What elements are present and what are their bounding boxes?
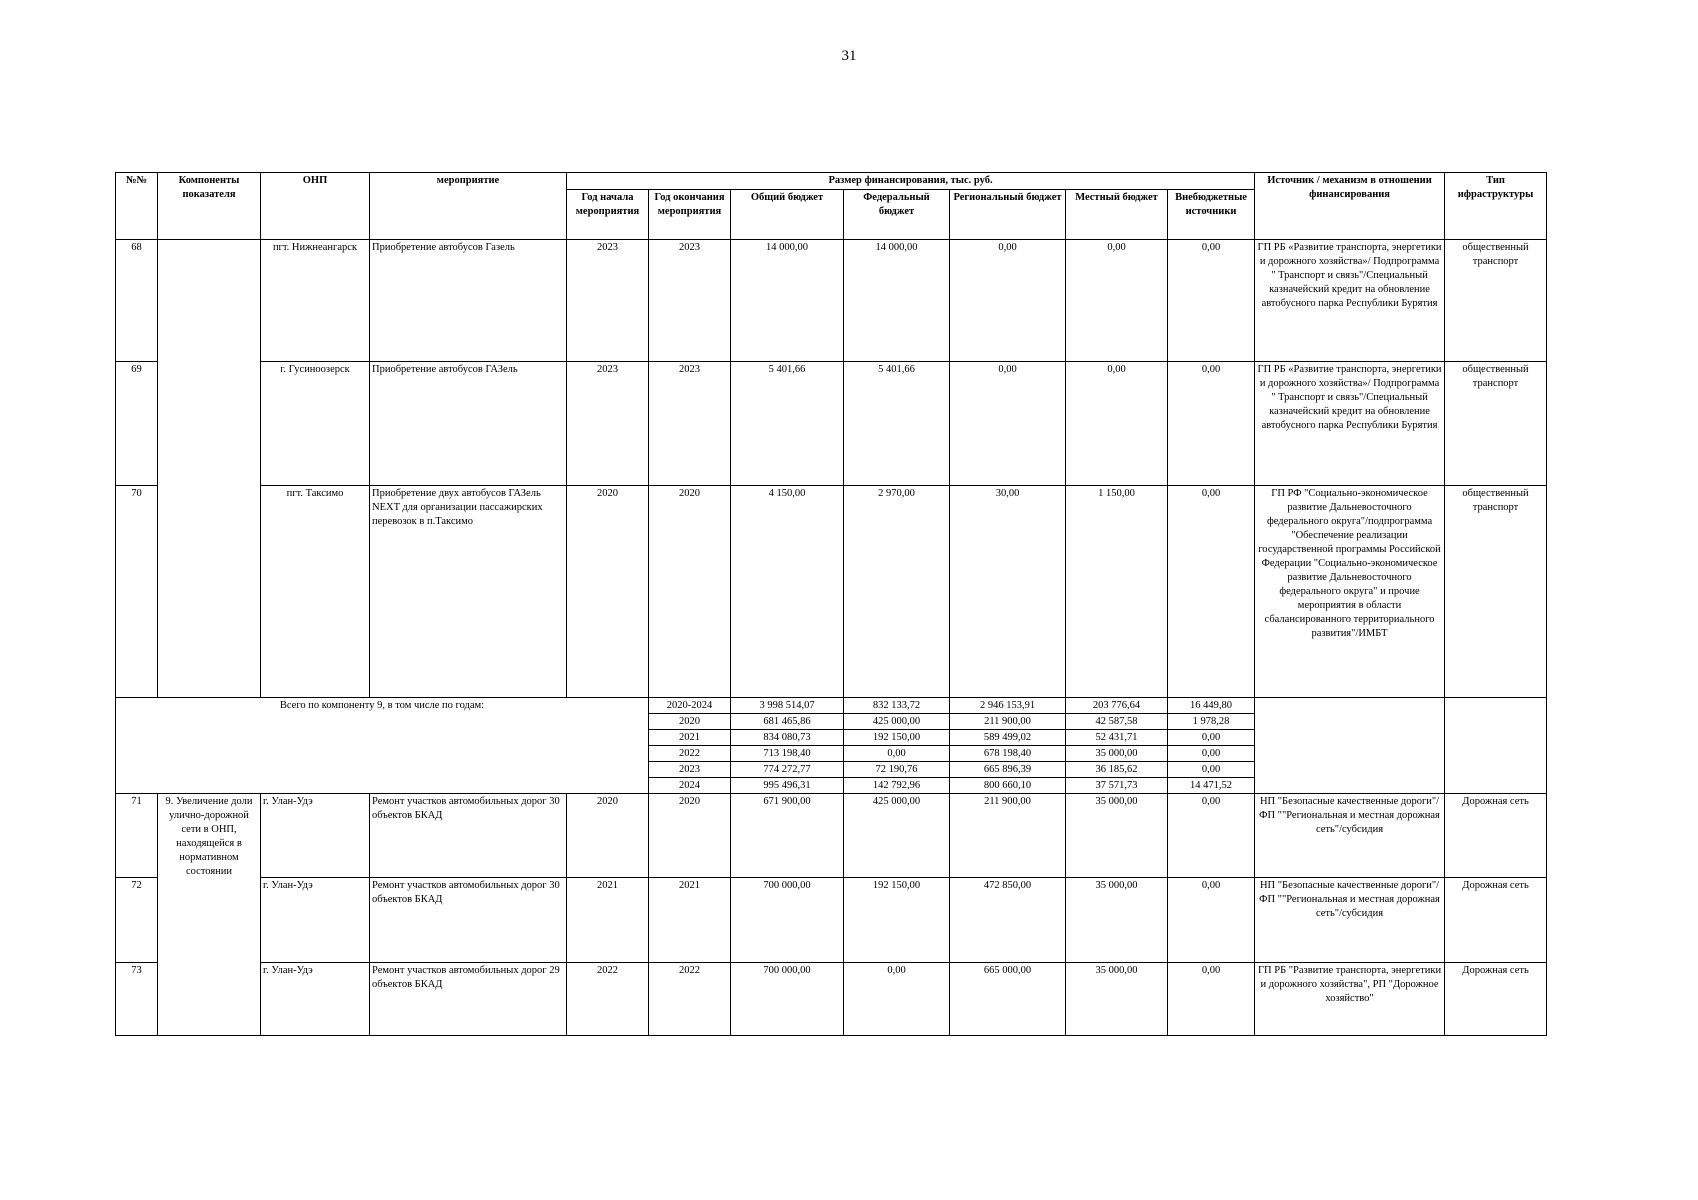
row-year-end: 2020	[649, 794, 731, 878]
summary-regional: 800 660,10	[950, 778, 1066, 794]
table-header	[116, 173, 1547, 240]
row-local: 35 000,00	[1066, 963, 1168, 1036]
row-onp: г. Улан-Удэ	[261, 794, 370, 878]
summary-federal: 192 150,00	[844, 730, 950, 746]
row-local: 1 150,00	[1066, 486, 1168, 698]
summary-source-empty	[1255, 698, 1445, 794]
summary-total: 774 272,77	[731, 762, 844, 778]
header-regional: Региональный бюджет	[950, 190, 1066, 240]
row-year-end: 2023	[649, 240, 731, 362]
row-extra: 0,00	[1168, 486, 1255, 698]
row-year-end: 2021	[649, 878, 731, 963]
row-year-start: 2023	[567, 240, 649, 362]
row-year-start: 2020	[567, 794, 649, 878]
summary-regional: 665 896,39	[950, 762, 1066, 778]
table-row	[116, 963, 1547, 1036]
row-year-start: 2021	[567, 878, 649, 963]
summary-extra: 0,00	[1168, 762, 1255, 778]
row-event: Приобретение двух автобусов ГАЗель NEXT для организации пассажирских перевозок в п.Таксимо	[370, 486, 567, 698]
row-local: 0,00	[1066, 362, 1168, 486]
row-num: 69	[116, 362, 158, 486]
row-regional: 0,00	[950, 240, 1066, 362]
row-infra-type: общественный транспорт	[1445, 486, 1547, 698]
row-year-end: 2020	[649, 486, 731, 698]
header-year-end: Год окончания мероприятия	[649, 190, 731, 240]
row-onp: г. Улан-Удэ	[261, 878, 370, 963]
summary-regional: 678 198,40	[950, 746, 1066, 762]
row-regional: 665 000,00	[950, 963, 1066, 1036]
summary-year: 2023	[649, 762, 731, 778]
row-local: 35 000,00	[1066, 878, 1168, 963]
row-source: ГП РБ «Развитие транспорта, энергетики и дорожного хозяйства»/ Подпрограмма " Транспорт и связь"/Специальный казначейский кредит на обновление автобусного парка Республики Бурятия	[1255, 240, 1445, 362]
financing-table	[115, 172, 1547, 1036]
row-total: 700 000,00	[731, 878, 844, 963]
summary-federal: 142 792,96	[844, 778, 950, 794]
row-federal: 2 970,00	[844, 486, 950, 698]
row-extra: 0,00	[1168, 963, 1255, 1036]
summary-regional: 589 499,02	[950, 730, 1066, 746]
row-federal: 0,00	[844, 963, 950, 1036]
summary-total: 3 998 514,07	[731, 698, 844, 714]
row-regional: 472 850,00	[950, 878, 1066, 963]
row-num: 72	[116, 878, 158, 963]
row-local: 0,00	[1066, 240, 1168, 362]
header-event: мероприятие	[370, 173, 567, 240]
row-source: НП "Безопасные качественные дороги"/ФП ""Региональная и местная дорожная сеть"/субсидия	[1255, 878, 1445, 963]
row-total: 671 900,00	[731, 794, 844, 878]
summary-regional: 211 900,00	[950, 714, 1066, 730]
summary-total: 681 465,86	[731, 714, 844, 730]
summary-extra: 16 449,80	[1168, 698, 1255, 714]
header-num: №№	[116, 173, 158, 240]
table-row	[116, 486, 1547, 698]
summary-local: 35 000,00	[1066, 746, 1168, 762]
row-infra-type: общественный транспорт	[1445, 362, 1547, 486]
summary-row	[116, 698, 1547, 714]
row-regional: 30,00	[950, 486, 1066, 698]
row-source: ГП РБ "Развитие транспорта, энергетики и дорожного хозяйства", РП "Дорожное хозяйство"	[1255, 963, 1445, 1036]
header-source: Источник / механизм в отношении финансирования	[1255, 173, 1445, 240]
summary-extra: 14 471,52	[1168, 778, 1255, 794]
row-source: ГП РФ "Социально-экономическое развитие Дальневосточного федерального округа"/подпрограмма "Обеспечение реализации государственной программы Российской Федерации "Социально-экономическое развитие Дальневосточного федерального округа" и прочие мероприятия в области сбалансированного территориального развития"/ИМБТ	[1255, 486, 1445, 698]
summary-year: 2020-2024	[649, 698, 731, 714]
summary-total: 713 198,40	[731, 746, 844, 762]
summary-local: 52 431,71	[1066, 730, 1168, 746]
row-infra-type: общественный транспорт	[1445, 240, 1547, 362]
row-year-start: 2023	[567, 362, 649, 486]
summary-federal: 0,00	[844, 746, 950, 762]
row-year-end: 2022	[649, 963, 731, 1036]
row-extra: 0,00	[1168, 794, 1255, 878]
summary-year: 2024	[649, 778, 731, 794]
row-num: 71	[116, 794, 158, 878]
row-extra: 0,00	[1168, 362, 1255, 486]
header-year-start: Год начала мероприятия	[567, 190, 649, 240]
row-num: 68	[116, 240, 158, 362]
row-event: Ремонт участков автомобильных дорог 30 объектов БКАД	[370, 794, 567, 878]
page-number: 31	[841, 48, 857, 64]
header-total: Общий бюджет	[731, 190, 844, 240]
row-infra-type: Дорожная сеть	[1445, 794, 1547, 878]
summary-total: 995 496,31	[731, 778, 844, 794]
summary-label: Всего по компоненту 9, в том числе по годам:	[116, 698, 649, 794]
summary-local: 42 587,58	[1066, 714, 1168, 730]
row-infra-type: Дорожная сеть	[1445, 878, 1547, 963]
header-federal: Федеральный бюджет	[844, 190, 950, 240]
row-year-start: 2020	[567, 486, 649, 698]
row-federal: 14 000,00	[844, 240, 950, 362]
summary-year: 2020	[649, 714, 731, 730]
row-num: 70	[116, 486, 158, 698]
summary-federal: 832 133,72	[844, 698, 950, 714]
row-event: Приобретение автобусов Газель	[370, 240, 567, 362]
summary-year: 2022	[649, 746, 731, 762]
row-total: 5 401,66	[731, 362, 844, 486]
row-event: Ремонт участков автомобильных дорог 29 объектов БКАД	[370, 963, 567, 1036]
summary-extra: 1 978,28	[1168, 714, 1255, 730]
row-component-label: 9. Увеличение доли улично-дорожной сети в ОНП, находящейся в нормативном состоянии	[158, 794, 261, 1036]
row-infra-type: Дорожная сеть	[1445, 963, 1547, 1036]
row-event: Ремонт участков автомобильных дорог 30 объектов БКАД	[370, 878, 567, 963]
summary-local: 37 571,73	[1066, 778, 1168, 794]
summary-year: 2021	[649, 730, 731, 746]
row-source: ГП РБ «Развитие транспорта, энергетики и дорожного хозяйства»/ Подпрограмма " Транспорт и связь"/Специальный казначейский кредит на обновление автобусного парка Республики Бурятия	[1255, 362, 1445, 486]
row-total: 4 150,00	[731, 486, 844, 698]
row-num: 73	[116, 963, 158, 1036]
row-federal: 425 000,00	[844, 794, 950, 878]
row-regional: 211 900,00	[950, 794, 1066, 878]
row-source: НП "Безопасные качественные дороги"/ФП ""Региональная и местная дорожная сеть"/субсидия	[1255, 794, 1445, 878]
table-row	[116, 878, 1547, 963]
summary-extra: 0,00	[1168, 730, 1255, 746]
summary-type-empty	[1445, 698, 1547, 794]
summary-local: 203 776,64	[1066, 698, 1168, 714]
row-onp: пгт. Нижнеангарск	[261, 240, 370, 362]
header-infra-type: Тип ифраструктуры	[1445, 173, 1547, 240]
row-federal: 192 150,00	[844, 878, 950, 963]
summary-federal: 425 000,00	[844, 714, 950, 730]
table-row	[116, 362, 1547, 486]
row-local: 35 000,00	[1066, 794, 1168, 878]
row-onp: г. Улан-Удэ	[261, 963, 370, 1036]
row-event: Приобретение автобусов ГАЗель	[370, 362, 567, 486]
table-row	[116, 240, 1547, 362]
row-total: 14 000,00	[731, 240, 844, 362]
row-year-end: 2023	[649, 362, 731, 486]
row-onp: г. Гусиноозерск	[261, 362, 370, 486]
row-federal: 5 401,66	[844, 362, 950, 486]
header-local: Местный бюджет	[1066, 190, 1168, 240]
row-extra: 0,00	[1168, 240, 1255, 362]
row-component-empty	[158, 240, 261, 698]
summary-regional: 2 946 153,91	[950, 698, 1066, 714]
header-extra: Внебюджетные источники	[1168, 190, 1255, 240]
row-extra: 0,00	[1168, 878, 1255, 963]
row-year-start: 2022	[567, 963, 649, 1036]
table-row	[116, 794, 1547, 878]
row-total: 700 000,00	[731, 963, 844, 1036]
row-regional: 0,00	[950, 362, 1066, 486]
header-onp: ОНП	[261, 173, 370, 240]
header-components: Компоненты показателя	[158, 173, 261, 240]
summary-extra: 0,00	[1168, 746, 1255, 762]
header-funding: Размер финансирования, тыс. руб.	[567, 173, 1255, 190]
summary-local: 36 185,62	[1066, 762, 1168, 778]
summary-federal: 72 190,76	[844, 762, 950, 778]
row-onp: пгт. Таксимо	[261, 486, 370, 698]
summary-total: 834 080,73	[731, 730, 844, 746]
